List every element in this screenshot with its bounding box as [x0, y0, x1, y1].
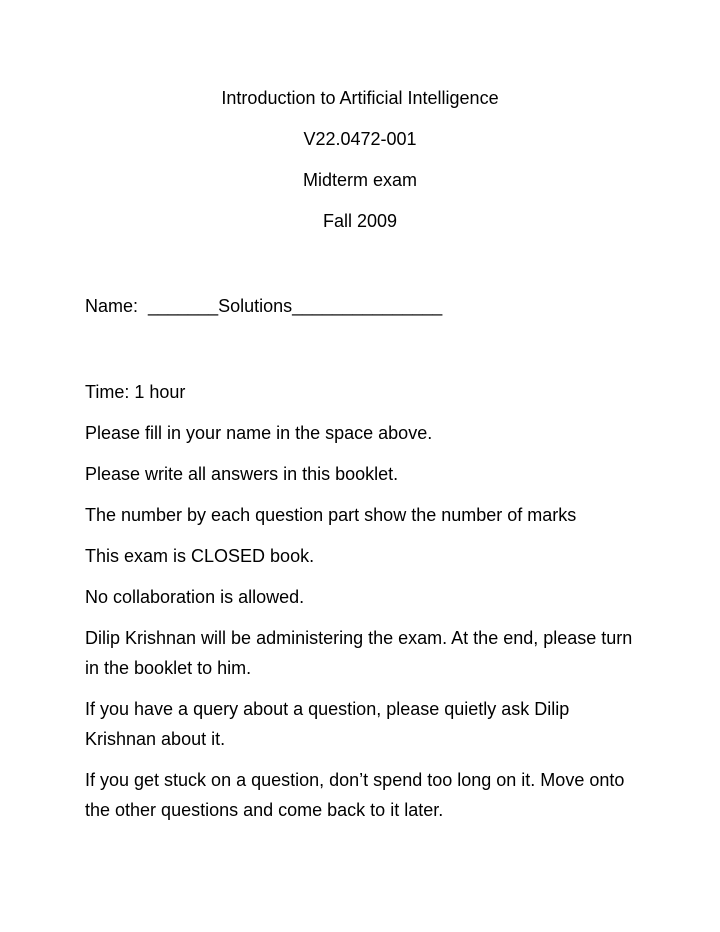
exam-term: Fall 2009	[322, 211, 398, 231]
course-title: Introduction to Artificial Intelligence	[221, 88, 499, 108]
instruction-closed-book: This exam is CLOSED book.	[85, 546, 315, 566]
instruction-write-answers: Please write all answers in this booklet.	[85, 464, 399, 484]
name-field: Name: _______Solutions_______________	[85, 296, 443, 316]
instruction-stuck: If you get stuck on a question, don’t spend too long on it. Move onto the other questions and come back to it later.	[85, 770, 625, 820]
exam-header	[0, 86, 720, 250]
instruction-administrator: Dilip Krishnan will be administering the exam. At the end, please turn in the booklet to him.	[85, 628, 633, 678]
instruction-queries: If you have a query about a question, please quietly ask Dilip Krishnan about it.	[85, 699, 570, 749]
instruction-time: Time: 1 hour	[85, 382, 186, 402]
instruction-no-collaboration: No collaboration is allowed.	[85, 587, 305, 607]
instruction-marks: The number by each question part show the number of marks	[85, 505, 577, 525]
instruction-fill-name: Please fill in your name in the space above.	[85, 423, 433, 443]
exam-type: Midterm exam	[302, 170, 418, 190]
instructions-list	[85, 377, 645, 836]
course-code: V22.0472-001	[303, 129, 417, 149]
